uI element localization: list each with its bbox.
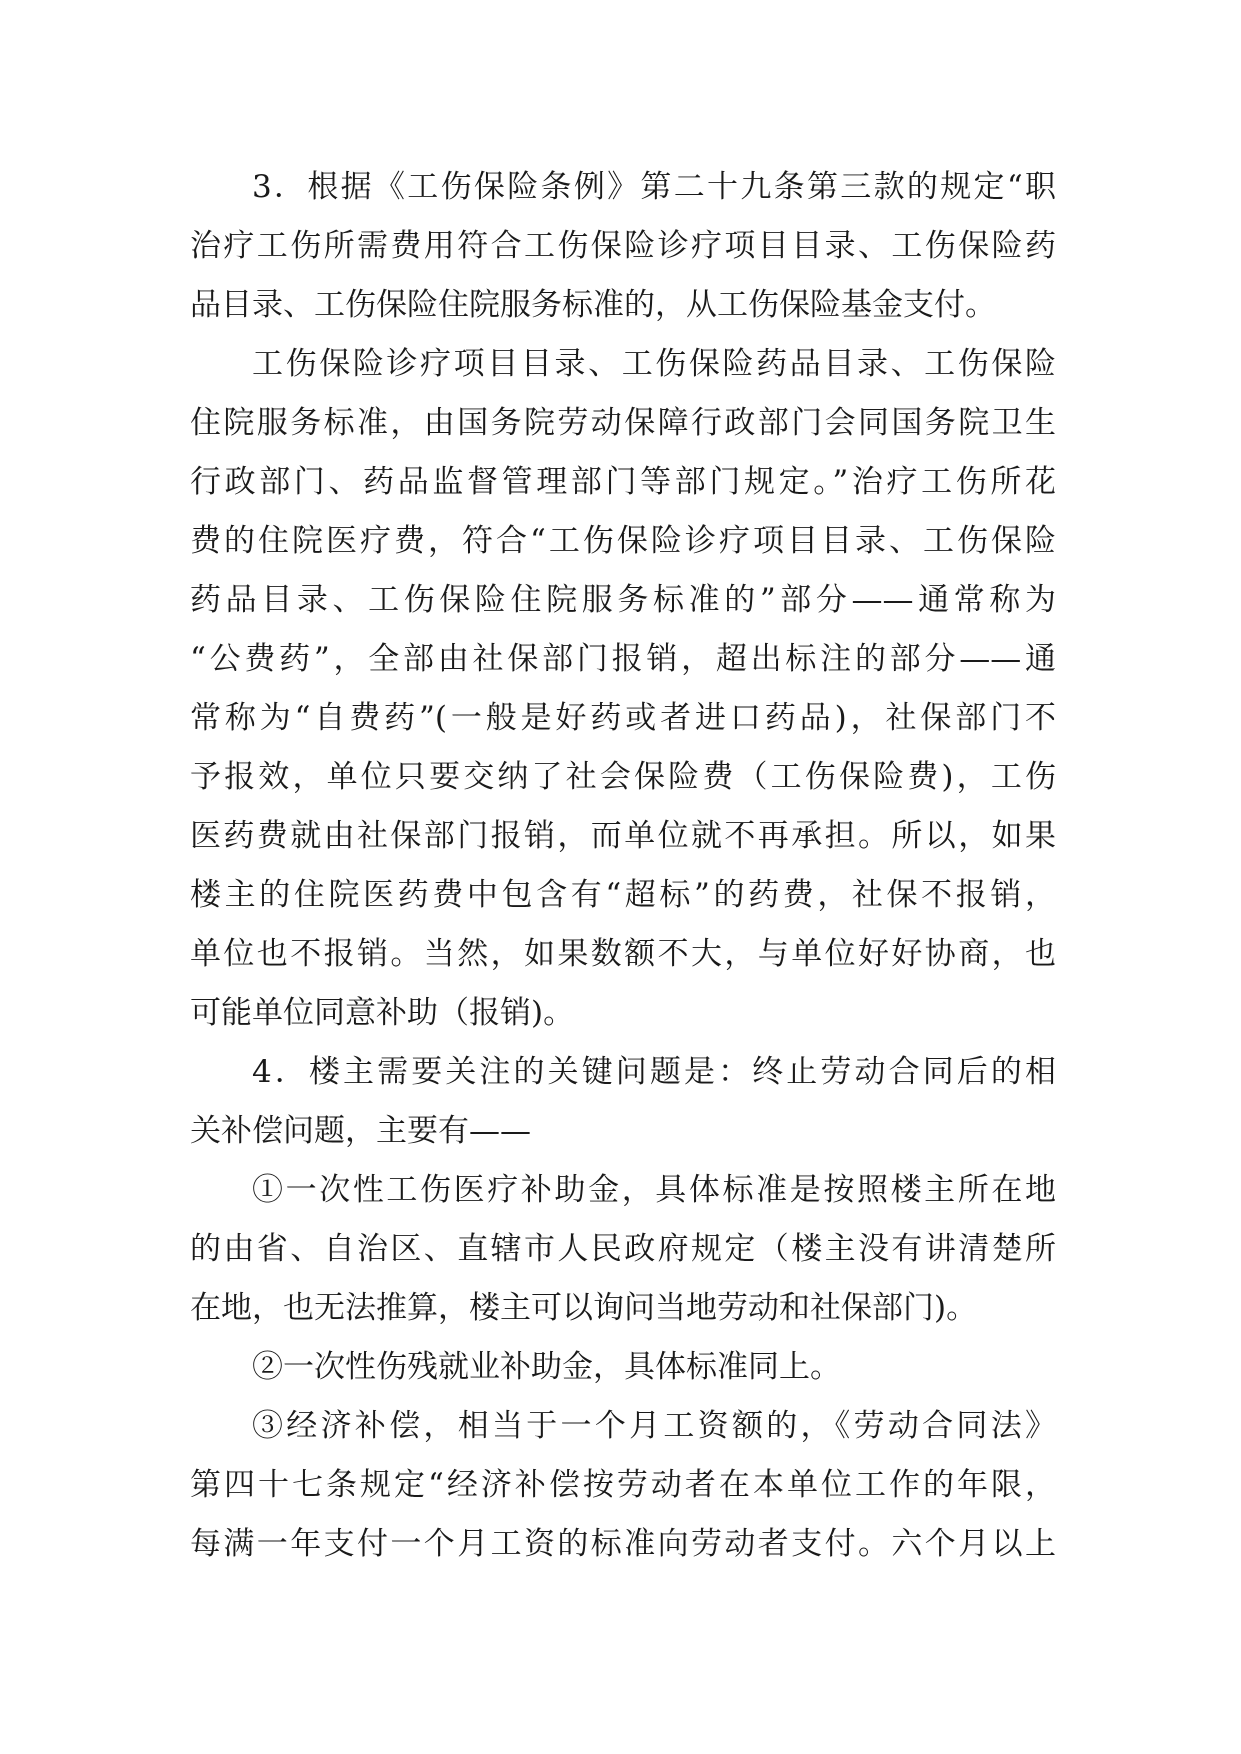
- text-line: 4．楼主需要关注的关键问题是：终止劳动合同后的相: [252, 1054, 1056, 1090]
- text-line: “公费药”，全部由社保部门报销，超出标注的部分——通: [190, 641, 1056, 677]
- text-line: 常称为“自费药”(一般是好药或者进口药品)，社保部门不: [190, 700, 1056, 736]
- text-line: 医药费就由社保部门报销，而单位就不再承担。所以，如果: [190, 818, 1056, 854]
- text-line: 第四十七条规定“经济补偿按劳动者在本单位工作的年限，: [190, 1467, 1056, 1503]
- text-line: 住院服务标准，由国务院劳动保障行政部门会同国务院卫生: [190, 405, 1056, 441]
- text-line: 的由省、自治区、直辖市人民政府规定（楼主没有讲清楚所: [190, 1231, 1056, 1267]
- text-line: 予报效，单位只要交纳了社会保险费（工伤保险费)，工伤: [190, 759, 1056, 795]
- text-line: 关补偿问题，主要有——: [190, 1113, 531, 1149]
- text-line: ②一次性伤残就业补助金，具体标准同上。: [252, 1349, 841, 1385]
- text-line: 工伤保险诊疗项目目录、工伤保险药品目录、工伤保险: [252, 346, 1056, 382]
- text-line: 在地，也无法推算，楼主可以询问当地劳动和社保部门)。: [190, 1290, 978, 1326]
- text-line: 品目录、工伤保险住院服务标准的，从工伤保险基金支付。: [190, 287, 996, 323]
- text-line: 费的住院医疗费，符合“工伤保险诊疗项目目录、工伤保险: [190, 523, 1056, 559]
- text-line: 3．根据《工伤保险条例》第二十九条第三款的规定“职: [252, 169, 1056, 205]
- text-line: 每满一年支付一个月工资的标准向劳动者支付。六个月以上: [190, 1526, 1056, 1562]
- text-line: 药品目录、工伤保险住院服务标准的”部分——通常称为: [190, 582, 1056, 618]
- text-line: 可能单位同意补助（报销)。: [190, 995, 575, 1031]
- text-line: 楼主的住院医药费中包含有“超标”的药费，社保不报销，: [190, 877, 1056, 913]
- document-body: [190, 158, 1056, 1574]
- text-line: ③经济补偿，相当于一个月工资额的，《劳动合同法》: [252, 1408, 1056, 1444]
- text-line: 行政部门、药品监督管理部门等部门规定。”治疗工伤所花: [190, 464, 1056, 500]
- text-line: 单位也不报销。当然，如果数额不大，与单位好好协商，也: [190, 936, 1056, 972]
- text-line: ①一次性工伤医疗补助金，具体标准是按照楼主所在地: [252, 1172, 1056, 1208]
- text-line: 治疗工伤所需费用符合工伤保险诊疗项目目录、工伤保险药: [190, 228, 1056, 264]
